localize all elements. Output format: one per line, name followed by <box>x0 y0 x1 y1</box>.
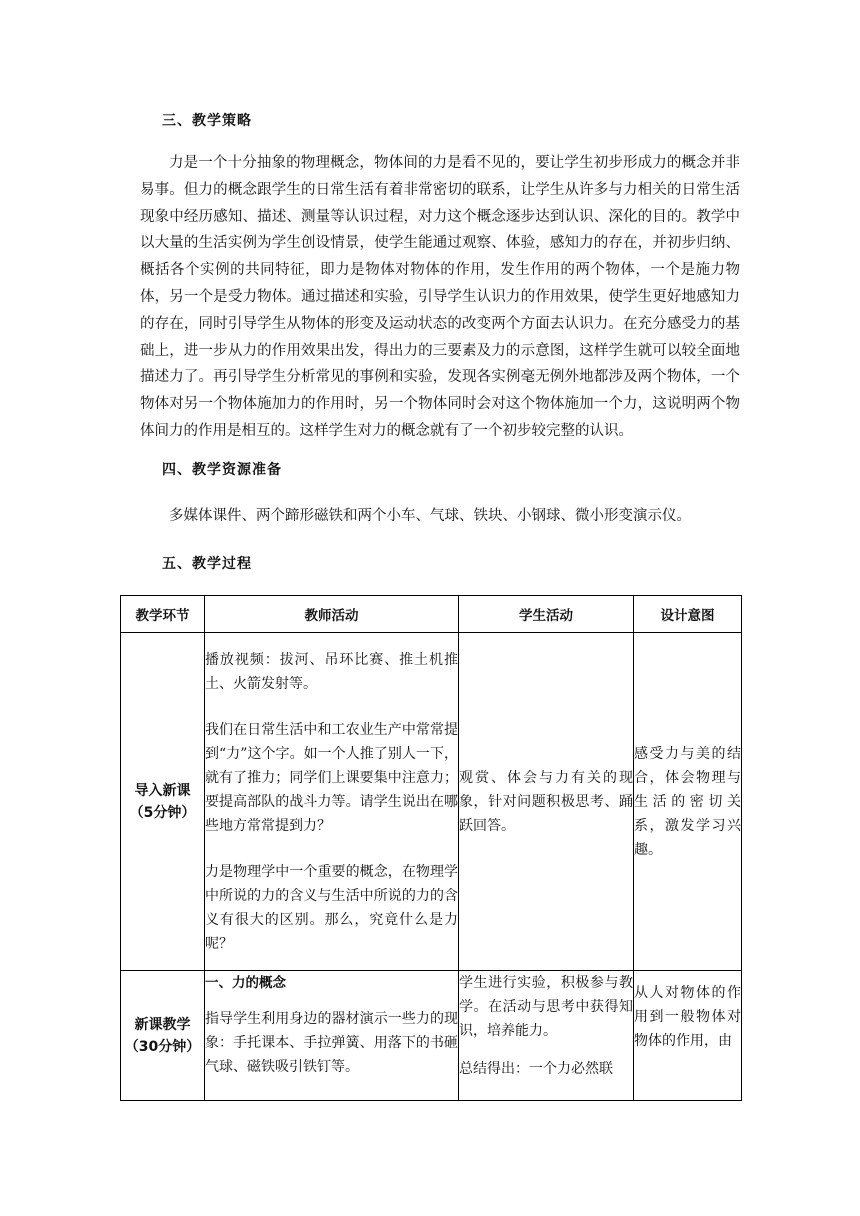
teacher-activity-text: 我们在日常生活中和工农业生产中常常提到“力”这个字。如一个人推了别人一下，就有了推力；同学们上课要集中注意力；要提高部队的战斗力等。请学生说出在哪些地方常常提到力？ <box>205 721 458 834</box>
lesson-process-table <box>120 595 742 1101</box>
table-row-intro <box>121 633 742 971</box>
header-stage: 教学环节 <box>121 596 205 633</box>
teacher-subheading: 一、力的概念 <box>205 975 286 991</box>
stage-cell <box>121 633 205 971</box>
table-row-new-lesson <box>121 971 742 1101</box>
teacher-activity-text: 力是物理学中一个重要的概念，在物理学中所说的力的含义与生活中所说的力的含义有很大的区别。那么，究竟什么是力呢？ <box>205 863 458 952</box>
design-intent-cell: 感受力与美的结合，体会物理与生活的密切关系，激发学习兴趣。 <box>634 633 742 971</box>
student-activity-text: 学生进行实验，积极参与教学。在活动与思考中获得知识，培养能力。 <box>459 975 633 1039</box>
student-activity-text: 观赏、体会与力有关的现象，针对问题积极思考、踊跃回答。 <box>459 769 633 834</box>
stage-duration: （5分钟） <box>129 804 196 821</box>
stage-name: 新课教学 <box>134 1016 191 1033</box>
teacher-activity-cell <box>205 971 459 1101</box>
strategy-paragraph: 力是一个十分抽象的物理概念，物体间的力是看不见的，要让学生初步形成力的概念并非易事。但力的概念跟学生的日常生活有着非常密切的联系，让学生从许多与力相关的日常生活现象中经历感知、描述、测量等认识过程，对力这个概念逐步达到认识、深化的目的。教学中以大量的生活实例为学生创设情景，使学生能通过观察、体验，感知力的存在，并初步归纳、概括各个实例的共同特征，即力是物体对物体的作用，发生作用的两个物体，一个是施力物体，另一个是受力物体。通过描述和实验，引导学生认识力的作用效果，使学生更好地感知力的存在，同时引导学生从物体的形变及运动状态的改变两个方面去认识力。在充分感受力的基础上，进一步从力的作用效果出发，得出力的三要素及力的示意图，这样学生就可以较全面地描述力了。再引导学生分析常见的事例和实验，发现各实例毫无例外地都涉及两个物体，一个物体对另一个物体施加力的作用时，另一个物体同时会对这个物体施加一个力，这说明两个物体间力的作用是相互的。这样学生对力的概念就有了一个初步较完整的认识。 <box>140 155 740 439</box>
section-heading-resources: 四、教学资源准备 <box>162 462 282 478</box>
section-heading-process: 五、教学过程 <box>162 556 252 572</box>
student-activity-cell <box>459 971 634 1101</box>
header-teacher-activity: 教师活动 <box>205 596 459 633</box>
student-activity-text: 总结得出：一个力必然联 <box>459 1061 613 1077</box>
teacher-activity-text: 指导学生利用身边的器材演示一些力的现象：手托课本、手拉弹簧、用落下的书砸气球、磁铁吸引铁钉等。 <box>205 1011 458 1075</box>
section-heading-strategy: 三、教学策略 <box>162 113 252 129</box>
header-student-activity: 学生活动 <box>459 596 634 633</box>
stage-name: 导入新课 <box>134 782 191 799</box>
teacher-activity-cell <box>205 633 459 971</box>
stage-duration: （30分钟） <box>124 1038 201 1055</box>
header-design-intent: 设计意图 <box>634 596 742 633</box>
table-header-row <box>121 596 742 633</box>
resources-paragraph: 多媒体课件、两个蹄形磁铁和两个小车、气球、铁块、小钢球、微小形变演示仪。 <box>169 508 691 524</box>
student-activity-cell <box>459 633 634 971</box>
design-intent-cell: 从人对物体的作用到一般物体对物体的作用，由 <box>634 971 742 1101</box>
stage-cell <box>121 971 205 1101</box>
teacher-activity-text: 播放视频：拔河、吊环比赛、推土机推土、火箭发射等。 <box>205 651 458 692</box>
